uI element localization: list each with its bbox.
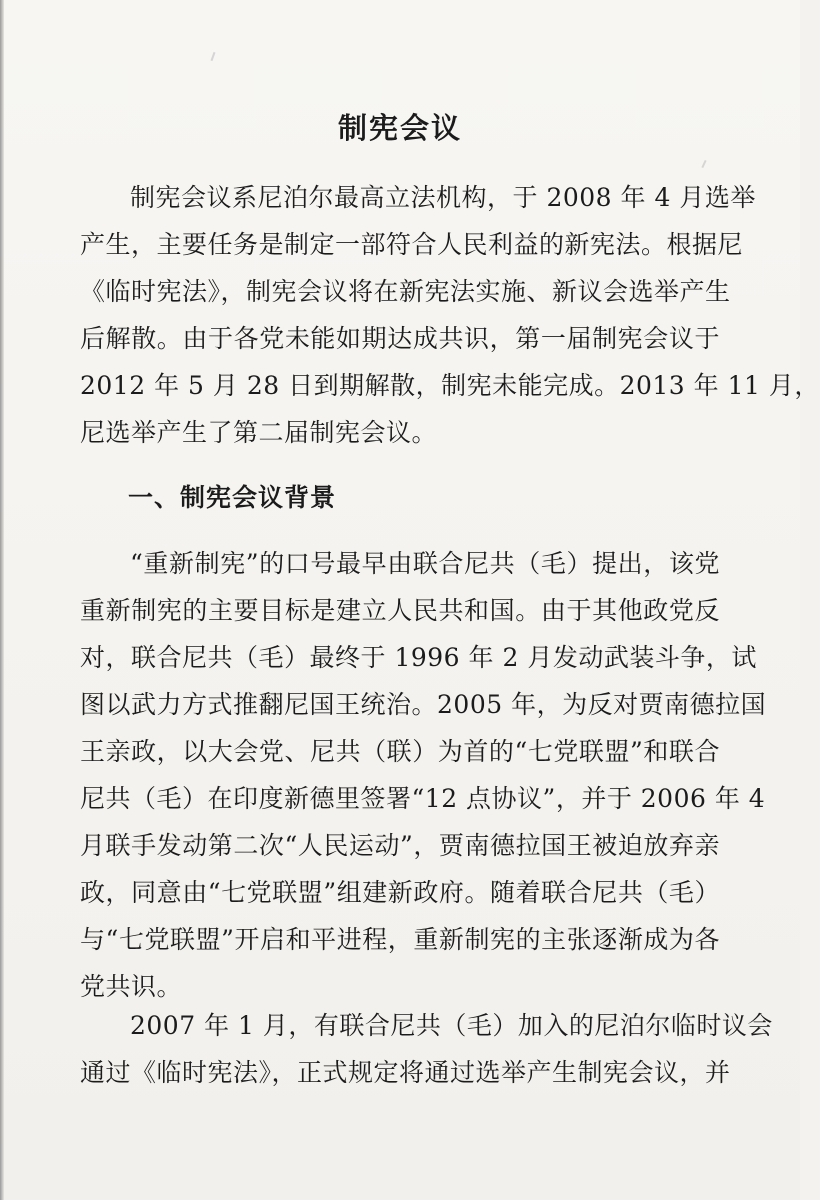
- text-line: 政，同意由“七党联盟”组建新政府。随着联合尼共（毛）: [80, 878, 720, 907]
- text-line: 后解散。由于各党未能如期达成共识，第一届制宪会议于: [80, 324, 720, 353]
- text-line: 《临时宪法》，制宪会议将在新宪法实施、新议会选举产生: [80, 277, 731, 306]
- text-line: 尼共（毛）在印度新德里签署“12 点协议”，并于 2006 年 4: [80, 784, 766, 813]
- text-line: 制宪会议系尼泊尔最高立法机构，于 2008 年 4 月选举: [130, 183, 756, 212]
- text-line: 与“七党联盟”开启和平进程，重新制宪的主张逐渐成为各: [80, 925, 720, 954]
- scan-speck: [211, 52, 216, 61]
- scan-edge-shadow: [0, 0, 4, 1200]
- text-line: 2007 年 1 月，有联合尼共（毛）加入的尼泊尔临时议会: [130, 1011, 773, 1040]
- text-line: “重新制宪”的口号最早由联合尼共（毛）提出，该党: [130, 549, 720, 578]
- paragraph-interim-constitution: [80, 1002, 773, 1096]
- text-line: 2012 年 5 月 28 日到期解散，制宪未能完成。2013 年 11 月，: [80, 371, 820, 400]
- text-line: 月联手发动第二次“人民运动”，贾南德拉国王被迫放弃亲: [80, 831, 720, 860]
- section-heading: 一、制宪会议背景: [128, 483, 337, 512]
- text-line: 王亲政，以大会党、尼共（联）为首的“七党联盟”和联合: [80, 737, 720, 766]
- document-title: 制宪会议: [337, 111, 462, 145]
- text-line: 党共识。: [80, 972, 183, 1001]
- text-line: 重新制宪的主要目标是建立人民共和国。由于其他政党反: [80, 596, 720, 625]
- paragraph-intro: [80, 174, 820, 456]
- text-line: 对，联合尼共（毛）最终于 1996 年 2 月发动武装斗争，试: [80, 643, 757, 672]
- text-line: 图以武力方式推翻尼国王统治。2005 年，为反对贾南德拉国: [80, 690, 767, 719]
- text-line: 尼选举产生了第二届制宪会议。: [80, 418, 438, 447]
- text-line: 产生，主要任务是制定一部符合人民利益的新宪法。根据尼: [80, 230, 744, 259]
- paragraph-background: [80, 540, 767, 1010]
- text-line: 通过《临时宪法》，正式规定将通过选举产生制宪会议，并: [80, 1058, 731, 1087]
- scan-speck: [701, 160, 706, 168]
